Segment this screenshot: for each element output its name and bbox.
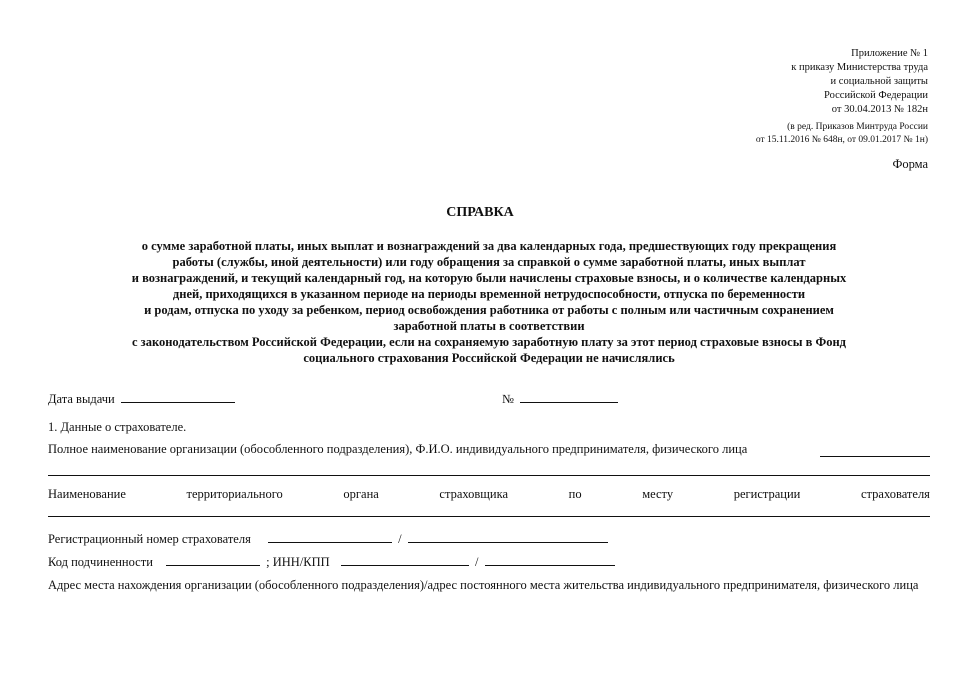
territorial-word: территориального [186, 487, 283, 501]
territorial-body-field[interactable] [48, 516, 930, 517]
amendment-line: (в ред. Приказов Минтруда России [787, 122, 928, 132]
appendix-line: и социальной защиты [830, 76, 928, 87]
inn-kpp-label: ; ИНН/КПП [266, 555, 330, 569]
subordination-field[interactable] [166, 553, 260, 566]
amendment-line: от 15.11.2016 № 648н, от 09.01.2017 № 1н) [755, 135, 928, 145]
territorial-body-label [48, 487, 930, 502]
territorial-word: регистрации [733, 487, 801, 501]
number-field[interactable] [520, 390, 618, 403]
kpp-field[interactable] [485, 553, 615, 566]
address-label: Адрес места нахождения организации (обособленного подразделения)/адрес постоянного места жительства индивидуального предпринимателя, физического лица [48, 578, 919, 592]
subtitle-line: работы (службы, иной деятельности) или году обращения за справкой о сумме заработной платы, иных выплат [172, 255, 806, 269]
reg-number-label: Регистрационный номер страхователя [48, 532, 251, 546]
appendix-line: от 30.04.2013 № 182н [831, 104, 928, 115]
slash-separator: / [474, 555, 479, 569]
section1-heading: 1. Данные о страхователе. [48, 420, 187, 434]
subtitle-line: социального страхования Российской Федерации не начислялись [303, 351, 675, 365]
territorial-word: страхователя [860, 487, 930, 501]
appendix-line: Российской Федерации [824, 90, 928, 101]
appendix-line: к приказу Министерства труда [791, 62, 928, 73]
territorial-word: по [568, 487, 582, 501]
issue-date-label: Дата выдачи [48, 392, 115, 406]
full-name-label: Полное наименование организации (обособленного подразделения), Ф.И.О. индивидуального предпринимателя, физического лица [48, 442, 748, 456]
territorial-word: месту [642, 487, 674, 501]
number-label: № [502, 392, 514, 406]
full-name-field[interactable] [48, 475, 930, 476]
amendment-note [756, 121, 928, 147]
subordination-label: Код подчиненности [48, 555, 153, 569]
issue-date-row [48, 390, 238, 407]
reg-number-field-2[interactable] [408, 530, 608, 543]
form-label: Форма [892, 157, 928, 171]
subtitle-line: заработной платы в соответствии [393, 319, 585, 333]
subtitle-line: и вознаграждений, и текущий календарный год, на которую были начислены страховые взносы, и о количестве календарных [131, 271, 847, 285]
document-title: СПРАВКА [446, 205, 514, 220]
subtitle-line: дней, приходящихся в указанном периоде на периоды временной нетрудоспособности, отпуска по беременности [172, 287, 806, 301]
reg-number-field-1[interactable] [268, 530, 392, 543]
subtitle-line: о сумме заработной платы, иных выплат и вознаграждений за два календарных года, предшествующих году прекращения [141, 239, 837, 253]
appendix-header [791, 47, 928, 117]
issue-date-field[interactable] [121, 390, 235, 403]
reg-number-row [48, 530, 611, 547]
territorial-word: Наименование [48, 487, 126, 501]
full-name-field-tail[interactable] [820, 456, 930, 457]
subtitle-line: и родам, отпуска по уходу за ребенком, период освобождения работника от работы с полным или частичным сохранением [144, 303, 834, 317]
appendix-line: Приложение № 1 [851, 48, 928, 59]
slash-separator: / [398, 532, 402, 546]
subtitle-line: с законодательством Российской Федерации, если на сохраняемую заработную плату за этот период страховые взносы в Фонд [132, 335, 846, 349]
territorial-word: органа [343, 487, 379, 501]
subordination-row [48, 553, 618, 570]
territorial-word: страховщика [439, 487, 509, 501]
document-subtitle [60, 238, 918, 366]
inn-field[interactable] [341, 553, 469, 566]
number-row [502, 390, 621, 407]
